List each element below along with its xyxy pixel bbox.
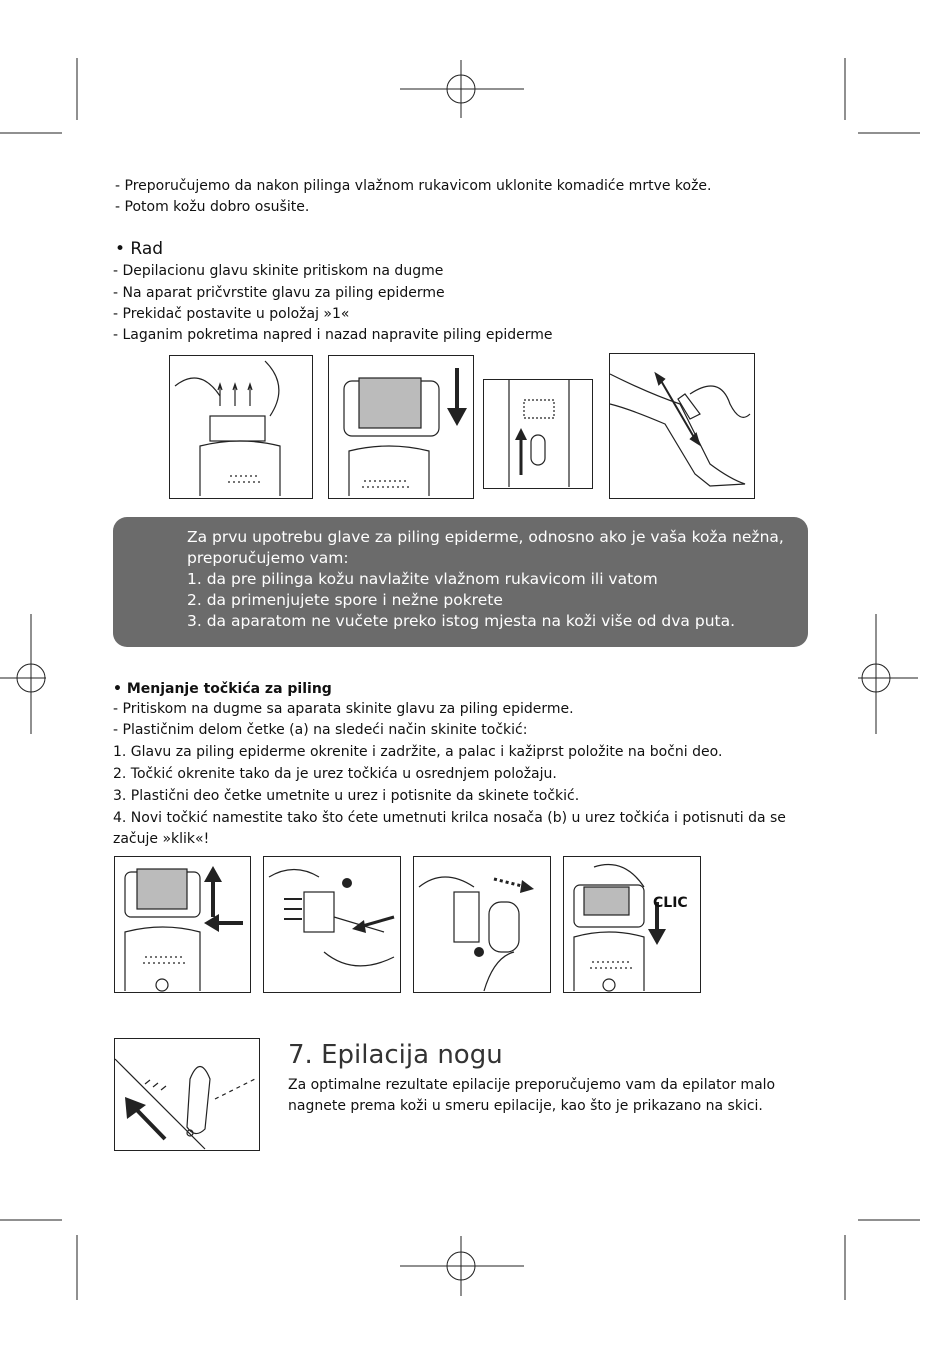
wheel-line-6: 4. Novi točkić namestite tako što ćete umetnuti krilca nosača (b) u urez točkića i potisnuti da se bbox=[113, 810, 786, 826]
wheel-line-4: 2. Točkić okrenite tako da je urez točkića u osrednjem položaju. bbox=[113, 766, 557, 782]
wheel-line-1: - Pritiskom na dugme sa aparata skinite glavu za piling epiderme. bbox=[113, 701, 574, 717]
wheel-line-5: 3. Plastični deo četke umetnite u urez i potisnite da skinete točkić. bbox=[113, 788, 580, 804]
arrow-left-icon bbox=[204, 914, 243, 932]
arrow-two-way-icon bbox=[656, 374, 699, 444]
rad-step-3: - Prekidač postavite u položaj »1« bbox=[113, 306, 350, 322]
callout-line-5: 3. da aparatom ne vučete preko istog mjesta na koži više od dva puta. bbox=[187, 612, 736, 630]
remove-wheel-drawing bbox=[414, 857, 549, 991]
illustration-device-head bbox=[328, 355, 474, 499]
illustration-clic bbox=[563, 856, 701, 993]
callout-box bbox=[113, 517, 808, 647]
clic-label: CLIC bbox=[653, 895, 688, 911]
illustration-attach-head bbox=[169, 355, 313, 499]
section-7-line-2: nagnete prema koži u smeru epilacije, kao što je prikazano na skici. bbox=[288, 1098, 763, 1114]
registration-mark-bottom-icon bbox=[400, 1236, 524, 1296]
arrow-dotted-icon bbox=[494, 879, 534, 893]
illustration-brush-a bbox=[263, 856, 401, 993]
wheel-line-7: začuje »klik«! bbox=[113, 831, 210, 847]
rad-step-2: - Na aparat pričvrstite glavu za piling epiderme bbox=[113, 285, 445, 301]
attach-head-drawing bbox=[170, 356, 311, 497]
section-7-title: 7. Epilacija nogu bbox=[288, 1040, 503, 1070]
rad-step-4: - Laganim pokretima napred i nazad napravite piling epiderme bbox=[113, 327, 553, 343]
rad-heading: • Rad bbox=[115, 239, 164, 259]
illustration-epilation-angle bbox=[114, 1038, 260, 1151]
arrow-down-icon bbox=[447, 368, 467, 426]
callout-line-3: 1. da pre pilinga kožu navlažite vlažnom rukavicom ili vatom bbox=[187, 570, 658, 588]
remove-head-drawing bbox=[115, 857, 249, 991]
registration-mark-top-icon bbox=[400, 60, 524, 120]
callout-line-4: 2. da primenjujete spore i nežne pokrete bbox=[187, 591, 503, 609]
intro-line-1: - Preporučujemo da nakon pilinga vlažnom rukavicom uklonite komadiće mrtve kože. bbox=[115, 178, 712, 194]
illustration-remove-head bbox=[114, 856, 251, 993]
illustration-leg bbox=[609, 353, 755, 499]
label-b-marker bbox=[474, 947, 484, 957]
arrow-left-icon bbox=[352, 917, 394, 933]
callout-line-2: preporučujemo vam: bbox=[187, 549, 349, 567]
illustration-remove-wheel bbox=[413, 856, 551, 993]
switch-drawing bbox=[484, 380, 591, 487]
epilation-angle-drawing bbox=[115, 1039, 258, 1149]
device-head-drawing bbox=[329, 356, 472, 497]
wheel-line-3: 1. Glavu za piling epiderme okrenite i zadržite, a palac i kažiprst položite na bočni deo. bbox=[113, 744, 723, 760]
wheel-heading: • Menjanje točkića za piling bbox=[113, 681, 332, 697]
clic-drawing bbox=[564, 857, 699, 991]
registration-mark-right-icon bbox=[858, 614, 918, 734]
arrow-up-icon bbox=[515, 428, 527, 475]
callout-line-1: Za prvu upotrebu glave za piling epiderme, odnosno ako je vaša koža nežna, bbox=[187, 528, 784, 546]
rad-step-1: - Depilacionu glavu skinite pritiskom na dugme bbox=[113, 263, 444, 279]
registration-mark-left-icon bbox=[0, 614, 46, 734]
arrow-up-icon bbox=[204, 866, 222, 917]
wheel-line-2: - Plastičnim delom četke (a) na sledeći način skinite točkić: bbox=[113, 722, 528, 738]
label-a-marker bbox=[342, 878, 352, 888]
leg-drawing bbox=[610, 354, 753, 497]
illustration-switch bbox=[483, 379, 593, 489]
section-7-line-1: Za optimalne rezultate epilacije preporučujemo vam da epilator malo bbox=[288, 1077, 776, 1093]
brush-a-drawing bbox=[264, 857, 399, 991]
intro-line-2: - Potom kožu dobro osušite. bbox=[115, 199, 310, 215]
